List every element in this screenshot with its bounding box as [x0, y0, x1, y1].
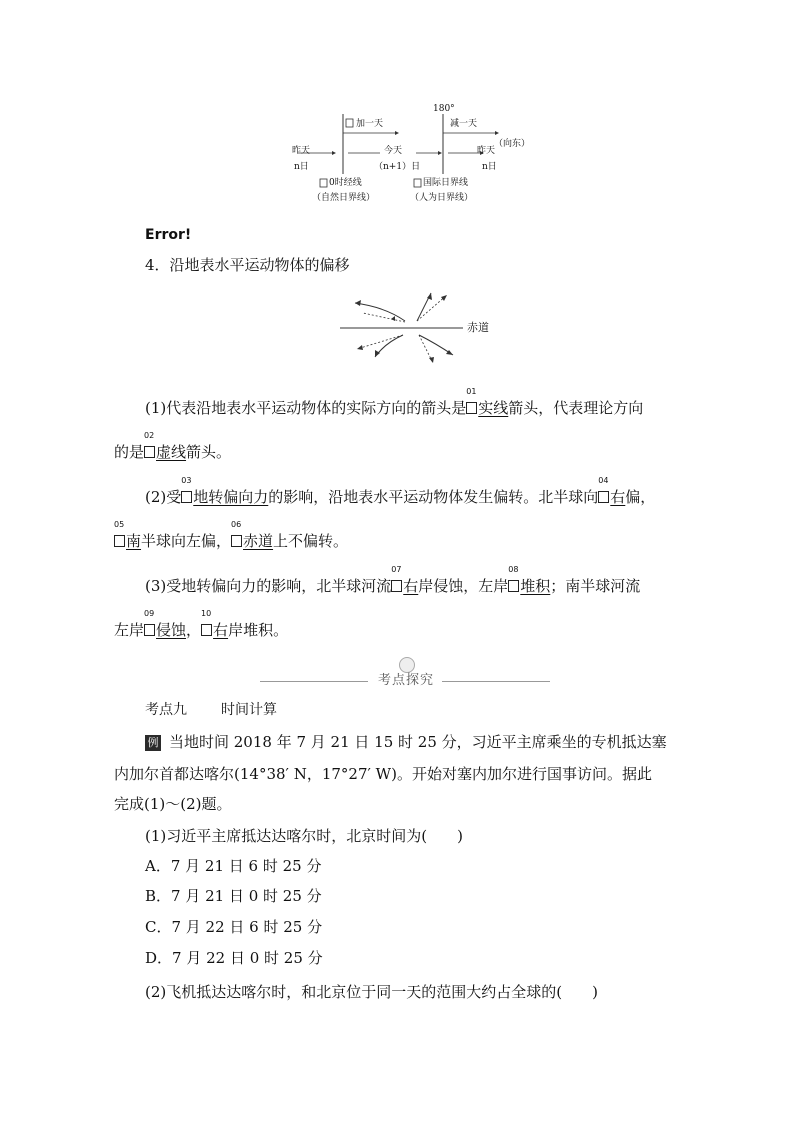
divider-line-right — [442, 681, 550, 682]
example-tag: 例 — [145, 735, 161, 751]
answer-blank-01 — [466, 387, 509, 418]
blank-box-icon — [391, 580, 402, 592]
day-right: n日 — [482, 162, 497, 172]
blank-box-icon — [201, 624, 212, 636]
caption-right-2: （人为日界线） — [410, 193, 474, 203]
answer-text: 地转偏向力 — [193, 488, 269, 506]
p1-text-c: 的是 — [114, 443, 145, 461]
option-a[interactable]: A．7 月 21 日 6 时 25 分 — [145, 857, 322, 875]
answer-blank-02 — [144, 431, 187, 462]
paragraph-1-line-1 — [145, 387, 644, 418]
caption-left-1: 0时经线 — [329, 178, 362, 188]
blank-box-icon — [508, 580, 519, 592]
p3-text-d: 左岸 — [114, 621, 145, 639]
answer-blank-09 — [144, 609, 187, 640]
example-line-1 — [145, 732, 667, 752]
topic-number: 考点九 — [145, 702, 187, 718]
blank-box-icon — [181, 491, 192, 503]
paragraph-1-line-2 — [114, 431, 232, 462]
divider-label: 考点探究 — [377, 673, 434, 688]
blank-number: 02 — [144, 431, 155, 440]
p1-text-a: (1)代表沿地表水平运动物体的实际方向的箭头是 — [145, 399, 467, 417]
p3-text-f: 岸堆积。 — [228, 621, 289, 639]
blank-number: 09 — [144, 609, 155, 618]
blank-number: 06 — [231, 520, 242, 529]
answer-blank-07 — [391, 565, 419, 596]
example-line-3: 完成(1)～(2)题。 — [114, 795, 232, 813]
blank-number: 03 — [181, 476, 192, 485]
p3-text-b: 岸侵蚀，左岸 — [418, 577, 509, 595]
p2-text-a: (2)受 — [145, 488, 182, 506]
blank-number: 05 — [114, 520, 125, 529]
topic-title: 时间计算 — [221, 702, 277, 718]
p1-text-d: 箭头。 — [186, 443, 232, 461]
answer-blank-08 — [508, 565, 551, 596]
blank-box-icon — [466, 402, 477, 414]
p3-text-c: ；南半球河流 — [550, 577, 641, 595]
blank-box-icon — [114, 535, 125, 547]
equator-label: 赤道 — [467, 321, 489, 334]
answer-blank-10 — [201, 609, 229, 640]
p1-text-b: 箭头，代表理论方向 — [508, 399, 644, 417]
question-1-stem: (1)习近平主席抵达达喀尔时，北京时间为( ) — [145, 827, 463, 845]
example-text-1: 当地时间 2018 年 7 月 21 日 15 时 25 分，习近平主席乘坐的专机抵达塞 — [169, 733, 667, 751]
p3-text-e: ， — [186, 621, 202, 639]
blank-box-icon — [598, 491, 609, 503]
blank-box-icon — [144, 446, 155, 458]
answer-text: 右 — [213, 621, 229, 639]
paragraph-2-line-2 — [114, 520, 349, 551]
caption-left-2: （自然日界线） — [312, 193, 376, 203]
option-d[interactable]: D．7 月 22 日 0 时 25 分 — [145, 949, 323, 967]
blank-box-icon — [144, 624, 155, 636]
example-line-2: 内加尔首都达喀尔(14°38′ N，17°27′ W)。开始对塞内加尔进行国事访问。据此 — [114, 765, 652, 783]
blank-number: 04 — [598, 476, 609, 485]
answer-blank-03 — [181, 476, 269, 507]
answer-text: 侵蚀 — [156, 621, 187, 639]
blank-number: 10 — [201, 609, 212, 618]
yesterday-left: 昨天 — [292, 146, 311, 156]
blank-number: 01 — [466, 387, 477, 396]
topic-heading — [145, 700, 277, 720]
add-day-label: 加一天 — [356, 119, 384, 129]
answer-text: 实线 — [478, 399, 509, 417]
answer-text: 堆积 — [520, 577, 551, 595]
p3-text-a: (3)受地转偏向力的影响，北半球河流 — [145, 577, 392, 595]
paragraph-3-line-2 — [114, 609, 289, 640]
date-line-diagram — [280, 100, 540, 210]
blank-number: 07 — [391, 565, 402, 574]
answer-text: 赤道 — [243, 532, 274, 550]
question-2-stem: (2)飞机抵达达喀尔时，和北京位于同一天的范围大约占全球的( ) — [145, 983, 598, 1001]
p2-text-e: 上不偏转。 — [273, 532, 349, 550]
p2-text-b: 的影响，沿地表水平运动物体发生偏转。北半球向 — [268, 488, 599, 506]
section-title: 4．沿地表水平运动物体的偏移 — [145, 256, 350, 274]
yesterday-right: 昨天 — [477, 146, 496, 156]
deflection-diagram — [335, 285, 505, 370]
blank-box-icon — [231, 535, 242, 547]
section-divider — [260, 655, 550, 695]
p2-text-c: 偏， — [625, 488, 656, 506]
option-c[interactable]: C．7 月 22 日 6 时 25 分 — [145, 918, 323, 936]
answer-text: 虚线 — [156, 443, 187, 461]
divider-emblem-icon — [399, 657, 415, 673]
blank-number: 08 — [508, 565, 519, 574]
today-date: （n+1）日 — [374, 162, 421, 172]
answer-blank-05 — [114, 520, 142, 551]
answer-blank-04 — [598, 476, 626, 507]
day-left: n日 — [294, 162, 309, 172]
answer-blank-06 — [231, 520, 274, 551]
paragraph-2-line-1 — [145, 476, 656, 507]
answer-text: 南 — [126, 532, 142, 550]
p2-text-d: 半球向左偏， — [141, 532, 232, 550]
answer-text: 右 — [610, 488, 626, 506]
caption-right-1: 国际日界线 — [423, 178, 469, 188]
longitude-label: 180° — [433, 104, 455, 114]
error-text: Error! — [145, 227, 192, 243]
divider-line-left — [260, 681, 368, 682]
today-label: 今天 — [384, 146, 403, 156]
option-b[interactable]: B．7 月 21 日 0 时 25 分 — [145, 887, 322, 905]
minus-day-label: 减一天 — [450, 119, 478, 129]
answer-text: 右 — [403, 577, 419, 595]
direction-label: （向东） — [494, 139, 531, 149]
paragraph-3-line-1 — [145, 565, 641, 596]
